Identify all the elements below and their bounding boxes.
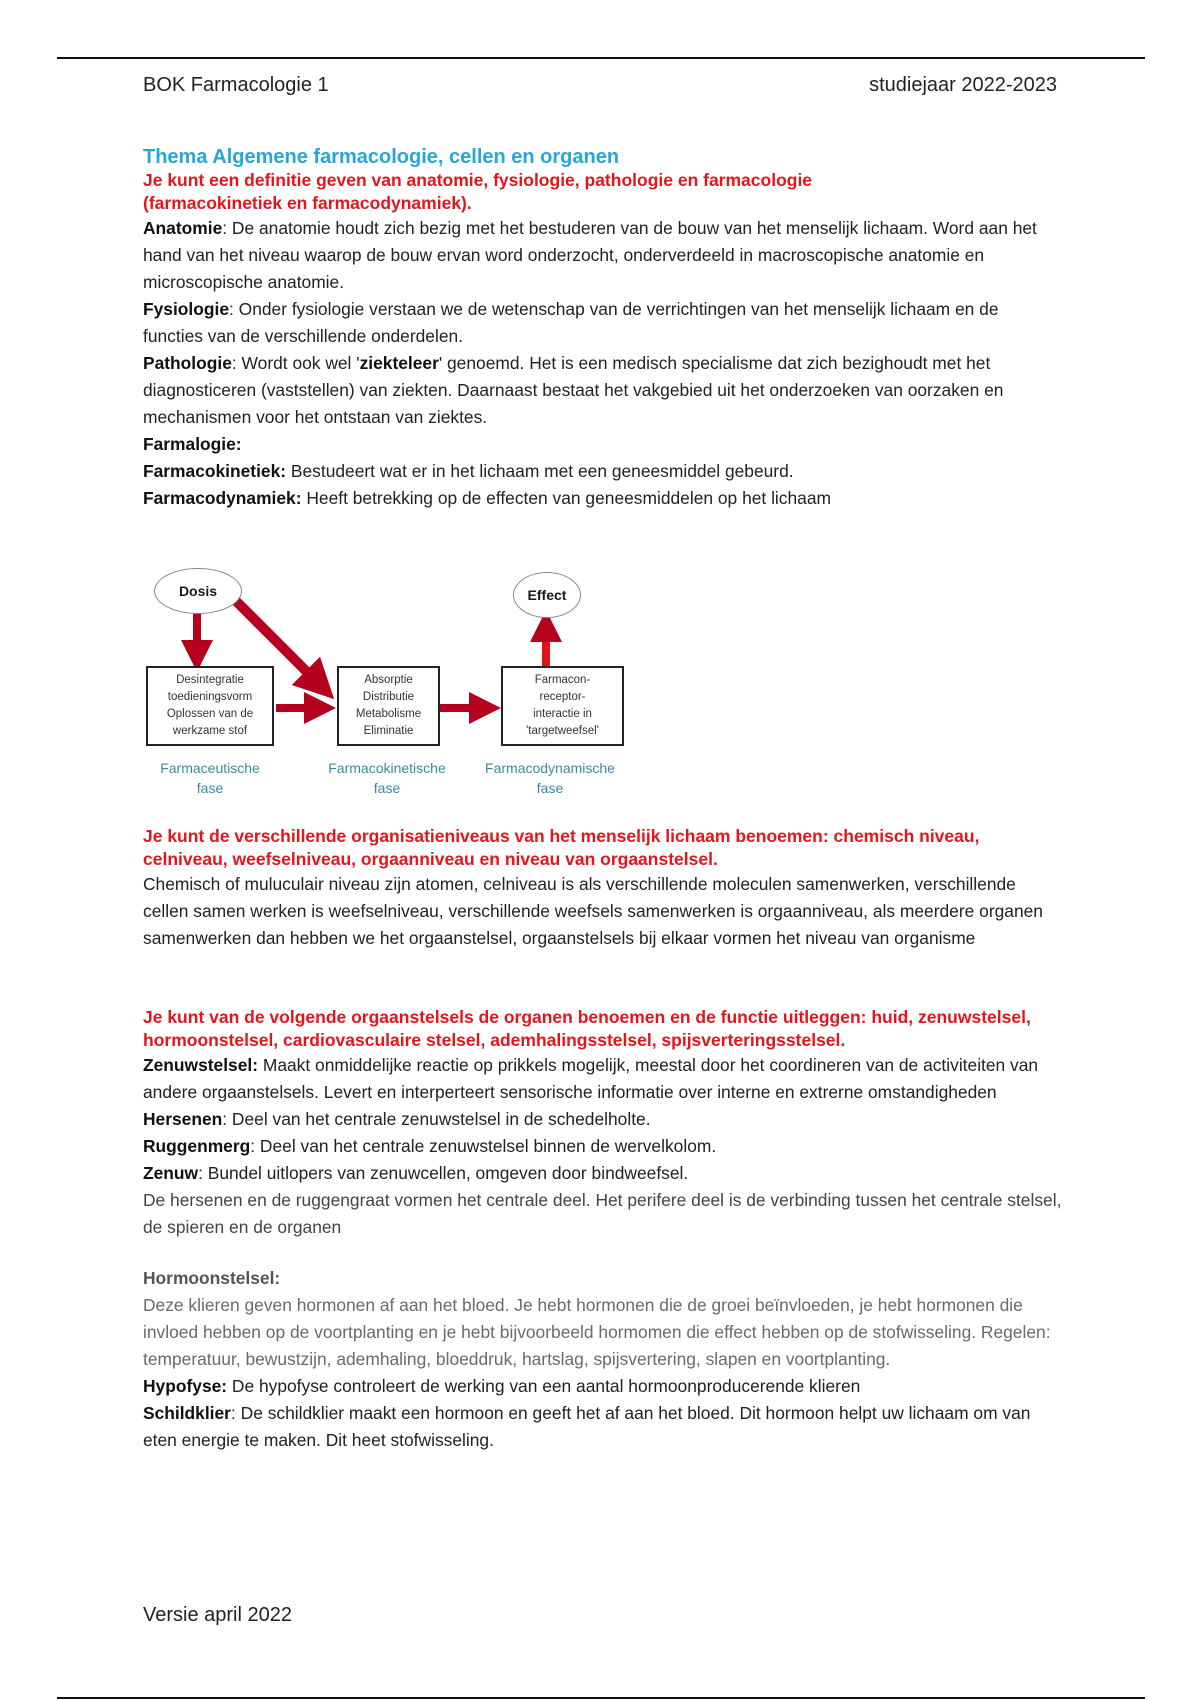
box-line: Eliminatie xyxy=(363,725,414,737)
term: Anatomie xyxy=(143,218,223,238)
hormone-title xyxy=(143,1265,1063,1292)
box-line: Absorptie xyxy=(364,674,413,686)
box-line: receptor- xyxy=(539,691,586,703)
definition-pathologie xyxy=(143,350,1063,431)
pharmacology-phase-diagram xyxy=(140,560,640,805)
objective-2: Je kunt de verschillende organisatieniveaus van het menselijk lichaam benoemen: chemisch niveau, celniveau, weefselniveau, orgaanniveau en niveau van orgaanstelsel. xyxy=(143,826,980,869)
term: Pathologie xyxy=(143,353,232,373)
text: Bestudeert wat er in het lichaam met een geneesmiddel gebeurd. xyxy=(286,461,794,481)
term: Farmalogie: xyxy=(143,434,242,454)
term: Hersenen xyxy=(143,1109,223,1129)
effect-ellipse: Effect xyxy=(513,572,581,618)
term: Schildklier xyxy=(143,1403,231,1423)
phase-name: Farmaceutische xyxy=(160,760,260,776)
text: : Bundel uitlopers van zenuwcellen, omgeven door bindweefsel. xyxy=(198,1163,689,1183)
term: Farmacodynamiek: xyxy=(143,488,302,508)
phase-name: Farmacokinetische xyxy=(328,760,446,776)
text: Maakt onmiddelijke reactie op prikkels mogelijk, meestal door het coordineren van de activiteiten van andere orgaanstelsels. Levert en interperteert sensorische informatie over interne en extrerne omstandigheden xyxy=(143,1055,1039,1102)
section-organisation-levels xyxy=(143,825,1063,952)
footer-version: Versie april 2022 xyxy=(143,1604,292,1626)
term: Hypofyse: xyxy=(143,1376,228,1396)
phase-label-farmacodynamisch xyxy=(475,758,625,798)
box-line: toedieningsvorm xyxy=(167,691,253,703)
text: : Deel van het centrale zenuwstelsel binnen de wervelkolom. xyxy=(250,1136,717,1156)
term: Hormoonstelsel: xyxy=(143,1268,281,1288)
dose-ellipse: Dosis xyxy=(154,568,242,614)
box-line: Farmacon- xyxy=(534,674,591,686)
term: Fysiologie xyxy=(143,299,230,319)
objective-3: Je kunt van de volgende orgaanstelsels de organen benoemen en de functie uitleggen: huid, zenuwstelsel, hormoonstelsel, cardiovasculaire stelsel, ademhalingsstelsel, spijsverteringsstelsel. xyxy=(143,1007,1031,1050)
nerve-note: De hersenen en de ruggengraat vormen het centrale deel. Het perifere deel is de verbinding tussen het centrale stelsel, de spieren en de organen xyxy=(143,1190,1062,1237)
hormone-text: Deze klieren geven hormonen af aan het bloed. Je hebt hormonen die de groei beïnvloeden, je hebt hormonen die invloed hebben op de voortplanting en je hebt bijvoorbeeld hormomen die effect hebben op de stofwisseling. Regelen: temperatuur, bewustzijn, ademhaling, bloeddruk, hartslag, spijsvertering, slapen en voortplanting. xyxy=(143,1295,1051,1369)
phase-name: Farmacodynamische xyxy=(485,760,615,776)
nerve-system xyxy=(143,1052,1063,1106)
phase-label-farmaceutisch xyxy=(140,758,280,798)
box-line: werkzame stof xyxy=(172,725,248,737)
term: Farmacokinetiek: xyxy=(143,461,287,481)
definition-farmalogie xyxy=(143,431,1063,458)
text: : De schildklier maakt een hormoon en geeft het af aan het bloed. Dit hormoon helpt uw lichaam om van eten energie te maken. Dit heet stofwisseling. xyxy=(143,1403,1031,1450)
box-farmaceutisch xyxy=(146,666,274,746)
hormone-schildklier xyxy=(143,1400,1063,1454)
text: : Onder fysiologie verstaan we de wetenschap van de verrichtingen van het menselijk lichaam en de functies van de verschillende onderdelen. xyxy=(143,299,999,346)
term: Ruggenmerg xyxy=(143,1136,251,1156)
term: Zenuw xyxy=(143,1163,199,1183)
phase-fase: fase xyxy=(536,780,564,796)
box-line: Distributie xyxy=(362,691,415,703)
term-ziekteleer: ziekteleer xyxy=(359,353,439,373)
text: De hypofyse controleert de werking van een aantal hormoonproducerende klieren xyxy=(227,1376,861,1396)
hormone-hypofyse xyxy=(143,1373,1063,1400)
definition-anatomie xyxy=(143,215,1063,296)
theme-title: Thema Algemene farmacologie, cellen en organen xyxy=(143,146,620,168)
header-year: studiejaar 2022-2023 xyxy=(869,74,1057,96)
nerve-hersenen xyxy=(143,1106,1063,1133)
text: : Wordt ook wel ' xyxy=(231,353,360,373)
top-rule xyxy=(57,57,1145,59)
box-line: interactie in xyxy=(533,708,592,720)
definition-fysiologie xyxy=(143,296,1063,350)
objective-1: Je kunt een definitie geven van anatomie, fysiologie, pathologie en farmacologie (farmacokinetiek en farmacodynamiek). xyxy=(143,170,813,213)
nerve-zenuw xyxy=(143,1160,1063,1187)
phase-fase: fase xyxy=(373,780,401,796)
header-course: BOK Farmacologie 1 xyxy=(143,74,329,96)
bottom-rule xyxy=(57,1697,1145,1699)
box-farmacodynamisch xyxy=(501,666,624,746)
text: Heeft betrekking op de effecten van geneesmiddelen op het lichaam xyxy=(301,488,831,508)
text: : Deel van het centrale zenuwstelsel in de schedelholte. xyxy=(222,1109,651,1129)
definition-farmacodynamiek xyxy=(143,485,1063,512)
section-organ-systems xyxy=(143,1006,1063,1454)
term: Zenuwstelsel: xyxy=(143,1055,259,1075)
box-line: Metabolisme xyxy=(355,708,422,720)
phase-fase: fase xyxy=(196,780,224,796)
box-line: Oplossen van de xyxy=(166,708,254,720)
definition-farmacokinetiek xyxy=(143,458,1063,485)
organisation-levels-text: Chemisch of mulucul‍air niveau zijn atomen, celniveau is als verschillende moleculen samenwerken, verschillende cellen samen werken is weefselniveau, verschillende weefsels samenwerken is orgaanniveau, als meerdere organen samenwerken dan hebben we het orgaanstelsel, orgaanstelsels bij elkaar vormen het niveau van organisme xyxy=(143,874,1043,948)
phase-label-farmacokinetisch xyxy=(312,758,462,798)
nerve-ruggenmerg xyxy=(143,1133,1063,1160)
box-line: 'targetweefsel' xyxy=(526,725,599,737)
box-farmacokinetisch xyxy=(337,666,440,746)
text: ' genoemd. Het is een medisch specialisme dat zich bezighoudt met het diagnosticeren (vaststellen) van ziekten. Daarnaast bestaat het vakgebied uit het onderzoeken van oorzaken en mechanismen voor het ontstaan van ziektes. xyxy=(143,353,1004,427)
box-line: Desintegratie xyxy=(176,674,244,686)
section-definitions xyxy=(143,145,1063,512)
text: : De anatomie houdt zich bezig met het bestuderen van de bouw van het menselijk lichaam. Word aan het hand van het niveau waarop de bouw ervan word onderzocht, onderverdeeld in macroscopische anatomie en microscopische anatomie. xyxy=(143,218,1037,292)
